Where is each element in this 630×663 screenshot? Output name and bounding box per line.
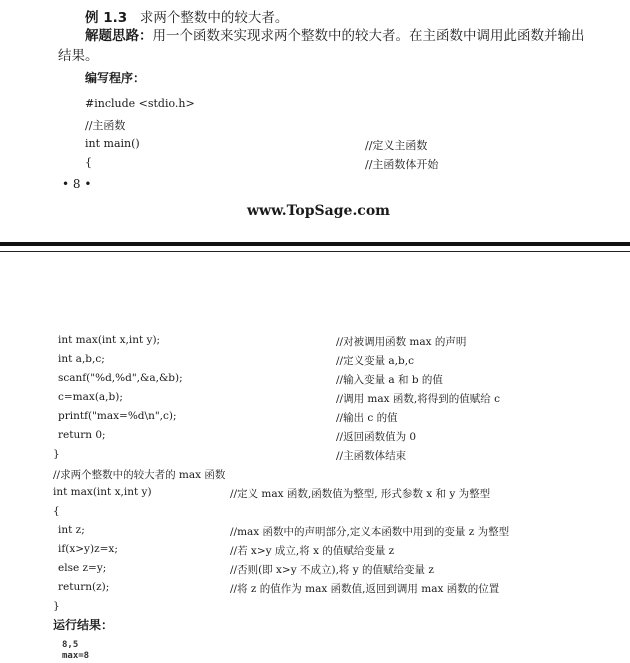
idea-text: 用一个函数来实现求两个整数中的较大者。在主函数中调用此函数并输出 (152, 28, 585, 44)
max-close-brace: } (53, 600, 60, 612)
code-line-include: #include <stdio.h> (85, 97, 195, 110)
output-line-result: max=8 (62, 651, 90, 661)
max-function-header: int max(int x,int y) (53, 486, 152, 498)
program-label: 编写程序： (85, 71, 146, 85)
code-line: int max(int x,int y); (58, 334, 161, 346)
code-line: int z; (58, 524, 85, 536)
example-heading (85, 6, 288, 26)
code-comment: //对被调用函数 max 的声明 (336, 336, 467, 348)
max-function-header-comment: //定义 max 函数,函数值为整型, 形式参数 x 和 y 为整型 (230, 488, 491, 500)
code-line: return(z); (58, 581, 110, 593)
code-line-main-comment: //主函数 (85, 119, 126, 132)
code-comment: //返回函数值为 0 (336, 431, 417, 443)
code-comment: //输入变量 a 和 b 的值 (336, 374, 443, 386)
code-line: int a,b,c; (58, 353, 105, 365)
code-comment: //将 z 的值作为 max 函数值,返回到调用 max 函数的位置 (230, 583, 500, 595)
example-label: 例 1.3 (85, 10, 128, 26)
watermark-url: www.TopSage.com (247, 203, 390, 219)
code-comment-open-brace: //主函数体开始 (365, 158, 439, 171)
output-line-input: 8,5 (62, 640, 79, 650)
code-comment: //否则(即 x>y 不成立),将 y 的值赋给变量 z (230, 564, 434, 576)
code-comment: //若 x>y 成立,将 x 的值赋给变量 z (230, 545, 395, 557)
result-label: 运行结果： (53, 618, 114, 632)
code-comment: //调用 max 函数,将得到的值赋给 c (336, 393, 500, 405)
code-line: else z=y; (58, 562, 107, 574)
code-comment: //max 函数中的声明部分,定义本函数中用到的变量 z 为整型 (230, 526, 510, 538)
max-function-comment: //求两个整数中的较大者的 max 函数 (53, 469, 226, 481)
code-line: scanf("%d,%d",&a,&b); (58, 372, 183, 384)
code-line-main-def: int main() (85, 137, 140, 150)
page-number: • 8 • (62, 177, 92, 191)
code-comment: //输出 c 的值 (336, 412, 398, 424)
code-comment-main-def: //定义主函数 (365, 139, 428, 152)
code-line: return 0; (58, 429, 106, 441)
idea-label: 解题思路： (85, 28, 153, 44)
idea-text-continued: 结果。 (58, 48, 99, 64)
max-open-brace: { (53, 505, 60, 517)
code-line: printf("max=%d\n",c); (58, 410, 177, 422)
code-comment: //主函数体结束 (336, 450, 407, 462)
page-divider-thick (0, 242, 630, 246)
page-divider-thin (0, 251, 630, 252)
idea-paragraph-line1 (85, 25, 585, 47)
example-title: 求两个整数中的较大者。 (139, 10, 289, 26)
code-line: } (53, 448, 60, 460)
code-line: if(x>y)z=x; (58, 543, 118, 555)
code-line-open-brace: { (85, 156, 92, 169)
code-line: c=max(a,b); (58, 391, 123, 403)
code-comment: //定义变量 a,b,c (336, 355, 414, 367)
